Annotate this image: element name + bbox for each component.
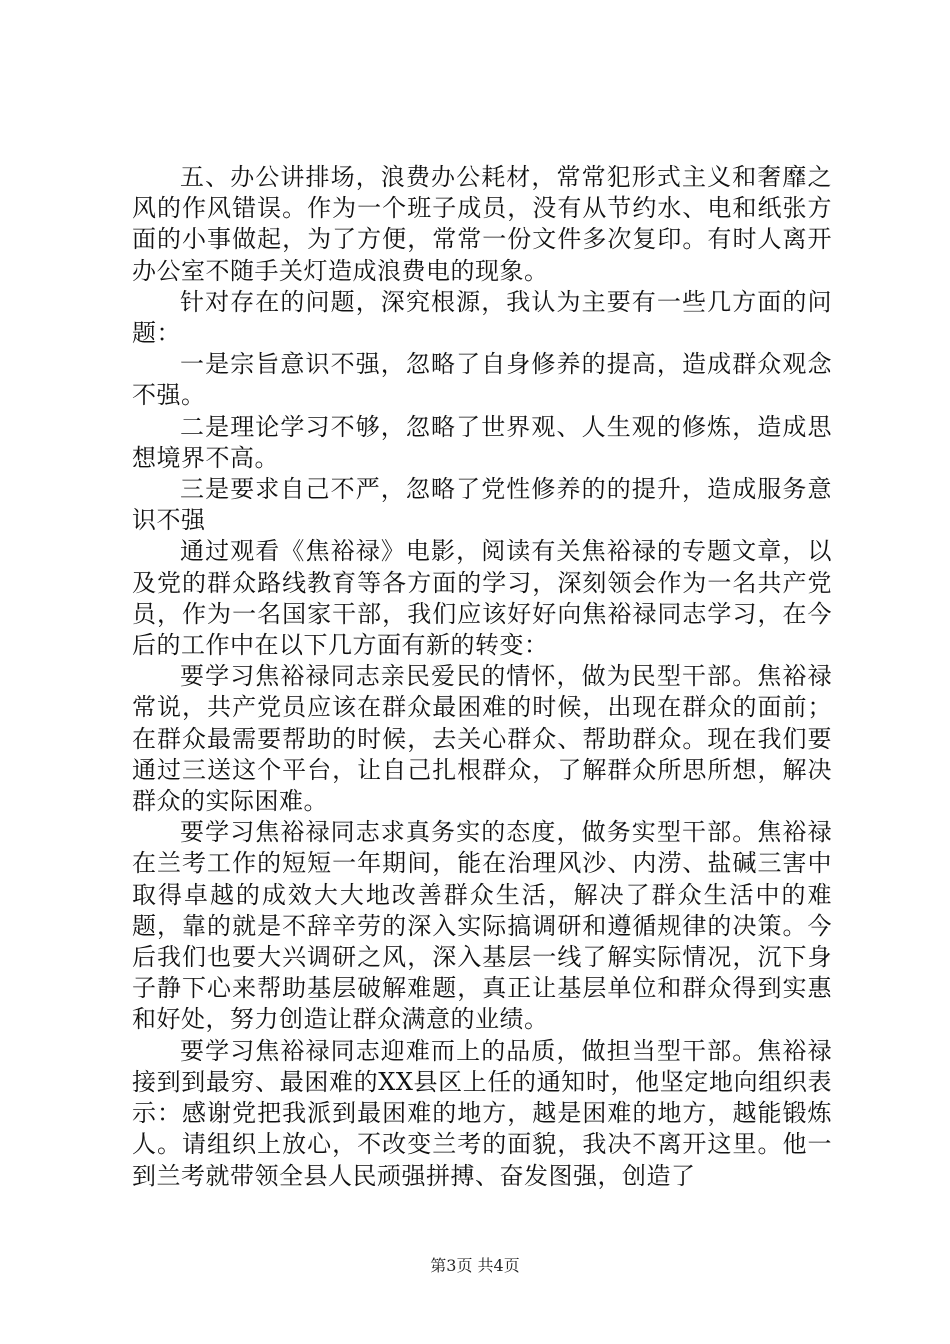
paragraph-cause-one: 一是宗旨意识不强，忽略了自身修养的提高，造成群众观念不强。	[132, 350, 832, 410]
paragraph-cause-three: 三是要求自己不严，忽略了党性修养的的提升，造成服务意识不强	[132, 475, 832, 535]
paragraph-people-oriented: 要学习焦裕禄同志亲民爱民的情怀，做为民型干部。焦裕禄常说，共产党员应该在群众最困难的时候，出现在群众的面前；在群众最需要帮助的时候，去关心群众、帮助群众。现在我们要通过三送这个平台，让自己扎根群众，了解群众所思所想，解决群众的实际困难。	[132, 662, 832, 816]
page-number-footer: 第3页 共4页	[430, 1256, 520, 1275]
document-body	[132, 162, 832, 1192]
paragraph-waste: 五、办公讲排场，浪费办公耗材，常常犯形式主义和奢靡之风的作风错误。作为一个班子成员，没有从节约水、电和纸张方面的小事做起，为了方便，常常一份文件多次复印。有时人离开办公室不随手关灯造成浪费电的现象。	[132, 163, 832, 285]
paragraph-root-causes-intro: 针对存在的问题，深究根源，我认为主要有一些几方面的问题：	[132, 287, 832, 348]
paragraph-pragmatic: 要学习焦裕禄同志求真务实的态度，做务实型干部。焦裕禄在兰考工作的短短一年期间，能在治理风沙、内涝、盐碱三害中取得卓越的成效大大地改善群众生活，解决了群众生活中的难题，靠的就是不辞辛劳的深入实际搞调研和遵循规律的决策。今后我们也要大兴调研之风，深入基层一线了解实际情况，沉下身子静下心来帮助基层破解难题，真正让基层单位和群众得到实惠和好处，努力创造让群众满意的业绩。	[132, 818, 832, 1034]
paragraph-learning-intro: 通过观看《焦裕禄》电影，阅读有关焦裕禄的专题文章，以及党的群众路线教育等各方面的学习，深刻领会作为一名共产党员，作为一名国家干部，我们应该好好向焦裕禄同志学习，在今后的工作中在以下几方面有新的转变：	[132, 537, 832, 660]
paragraph-responsibility: 要学习焦裕禄同志迎难而上的品质，做担当型干部。焦裕禄接到到最穷、最困难的XX县区上任的通知时，他坚定地向组织表示：感谢党把我派到最困难的地方，越是困难的地方，越能锻炼人。请组织上放心，不改变兰考的面貌，我决不离开这里。他一到兰考就带领全县人民顽强拼搏、奋发图强，创造了	[132, 1036, 832, 1190]
paragraph-cause-two: 二是理论学习不够，忽略了世界观、人生观的修炼，造成思想境界不高。	[132, 412, 832, 472]
